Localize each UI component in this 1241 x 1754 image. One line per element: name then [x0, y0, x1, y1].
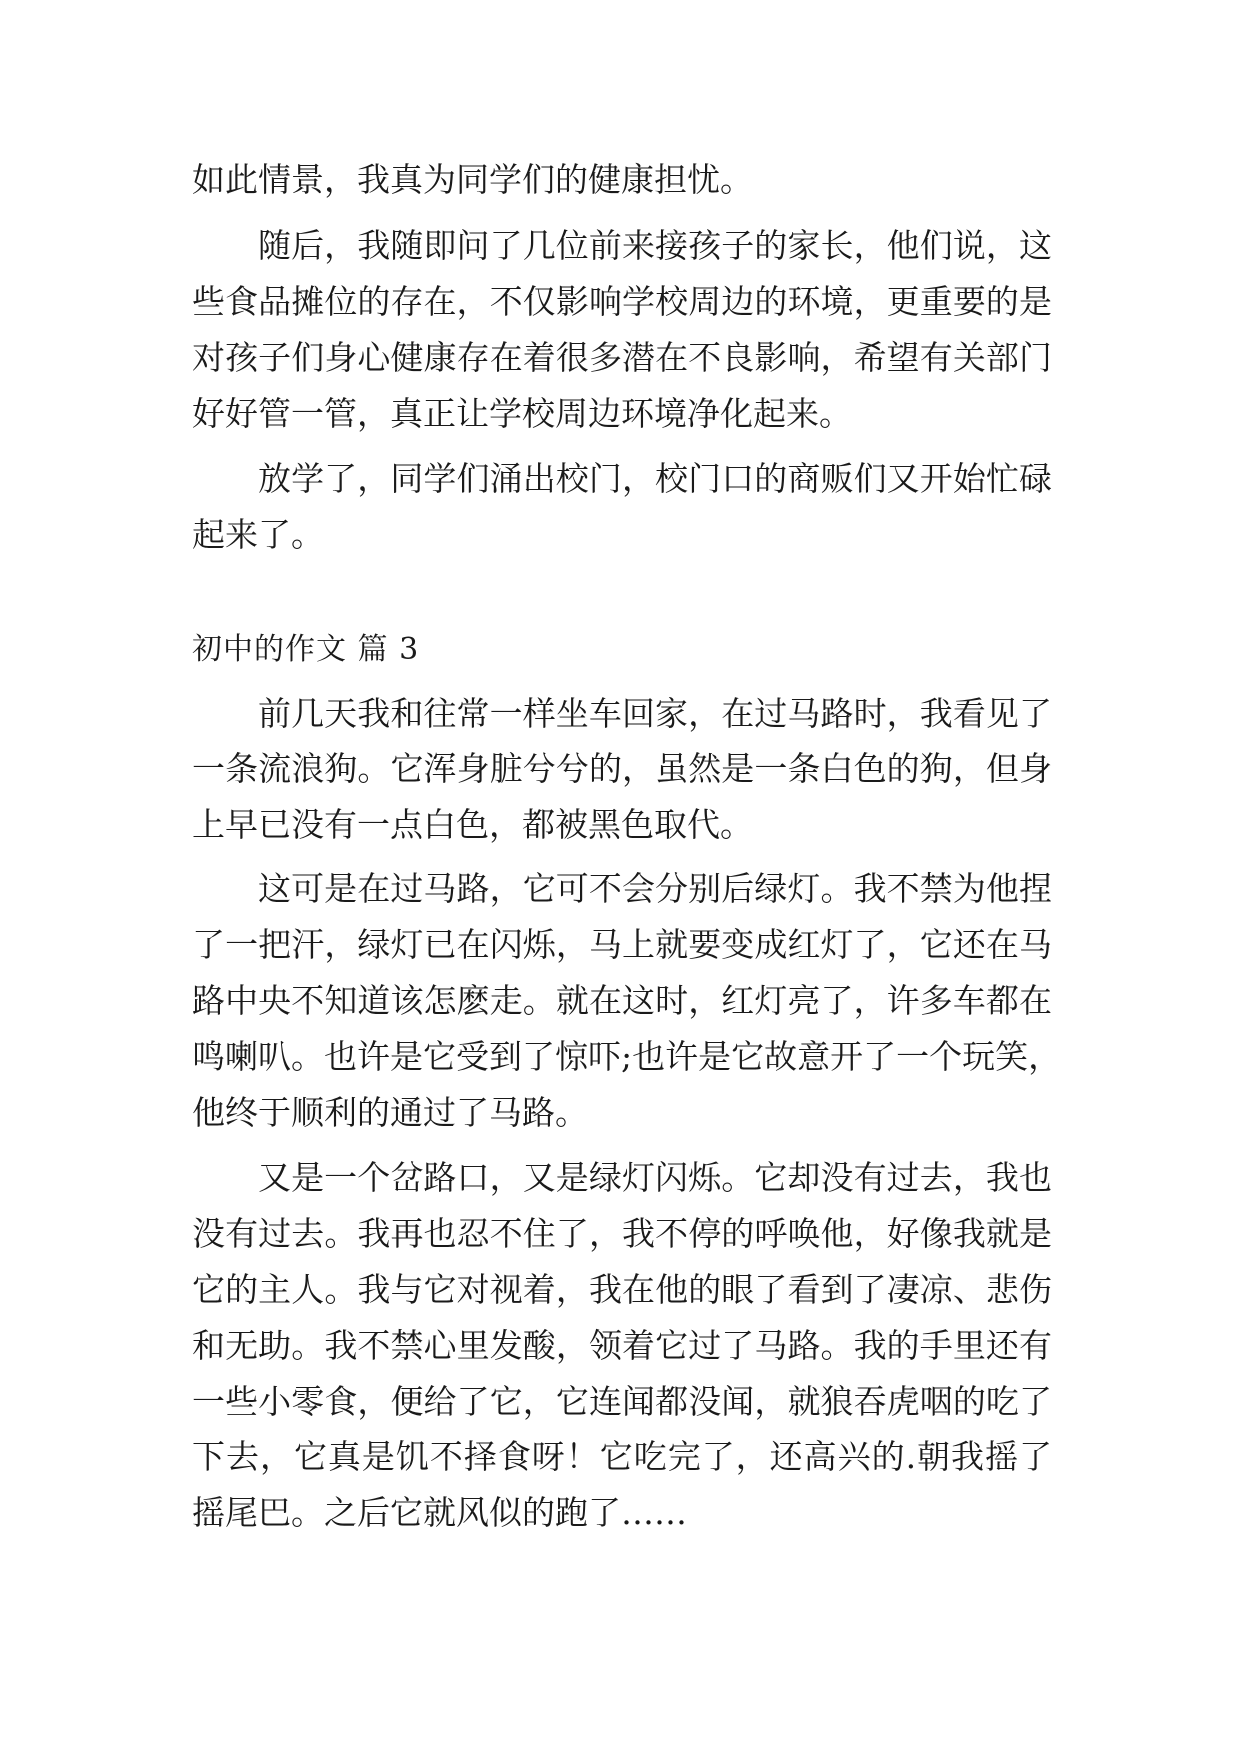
text-line: 前几天我和往常一样坐车回家，在过马路时，我看见了 — [258, 694, 1052, 733]
text-line: 放学了，同学们涌出校门，校门口的商贩们又开始忙碌 — [258, 459, 1052, 498]
text-line: 些食品摊位的存在，不仅影响学校周边的环境，更重要的是 — [192, 282, 1052, 321]
text-line: 没有过去。我再也忍不住了，我不停的呼唤他，好像我就是 — [192, 1214, 1052, 1253]
text-line: 一些小零食，便给了它，它连闻都没闻，就狼吞虎咽的吃了 — [192, 1382, 1052, 1421]
section-heading: 初中的作文 篇 3 — [192, 632, 420, 667]
text-line: 他终于顺利的通过了马路。 — [192, 1093, 588, 1132]
text-line: 下去，它真是饥不择食呀！它吃完了，还高兴的.朝我摇了 — [192, 1437, 1052, 1476]
text-line: 摇尾巴。之后它就风似的跑了…… — [192, 1493, 687, 1532]
text-line: 了一把汗，绿灯已在闪烁，马上就要变成红灯了，它还在马 — [192, 925, 1052, 964]
text-line: 对孩子们身心健康存在着很多潜在不良影响，希望有关部门 — [192, 338, 1052, 377]
text-line: 它的主人。我与它对视着，我在他的眼了看到了凄凉、悲伤 — [192, 1270, 1052, 1309]
text-line: 上早已没有一点白色，都被黑色取代。 — [192, 805, 753, 844]
text-line: 又是一个岔路口，又是绿灯闪烁。它却没有过去，我也 — [258, 1158, 1052, 1197]
text-line: 和无助。我不禁心里发酸，领着它过了马路。我的手里还有 — [192, 1326, 1052, 1365]
text-line: 如此情景，我真为同学们的健康担忧。 — [192, 160, 753, 199]
text-line: 好好管一管，真正让学校周边环境净化起来。 — [192, 394, 852, 433]
text-line: 路中央不知道该怎麽走。就在这时，红灯亮了，许多车都在 — [192, 981, 1052, 1020]
text-line: 一条流浪狗。它浑身脏兮兮的，虽然是一条白色的狗，但身 — [192, 749, 1052, 788]
text-line: 鸣喇叭。也许是它受到了惊吓;也许是它故意开了一个玩笑， — [192, 1037, 1062, 1076]
text-line: 随后，我随即问了几位前来接孩子的家长，他们说，这 — [258, 226, 1052, 265]
text-line: 这可是在过马路，它可不会分别后绿灯。我不禁为他捏 — [258, 869, 1052, 908]
text-line: 起来了。 — [192, 515, 324, 554]
